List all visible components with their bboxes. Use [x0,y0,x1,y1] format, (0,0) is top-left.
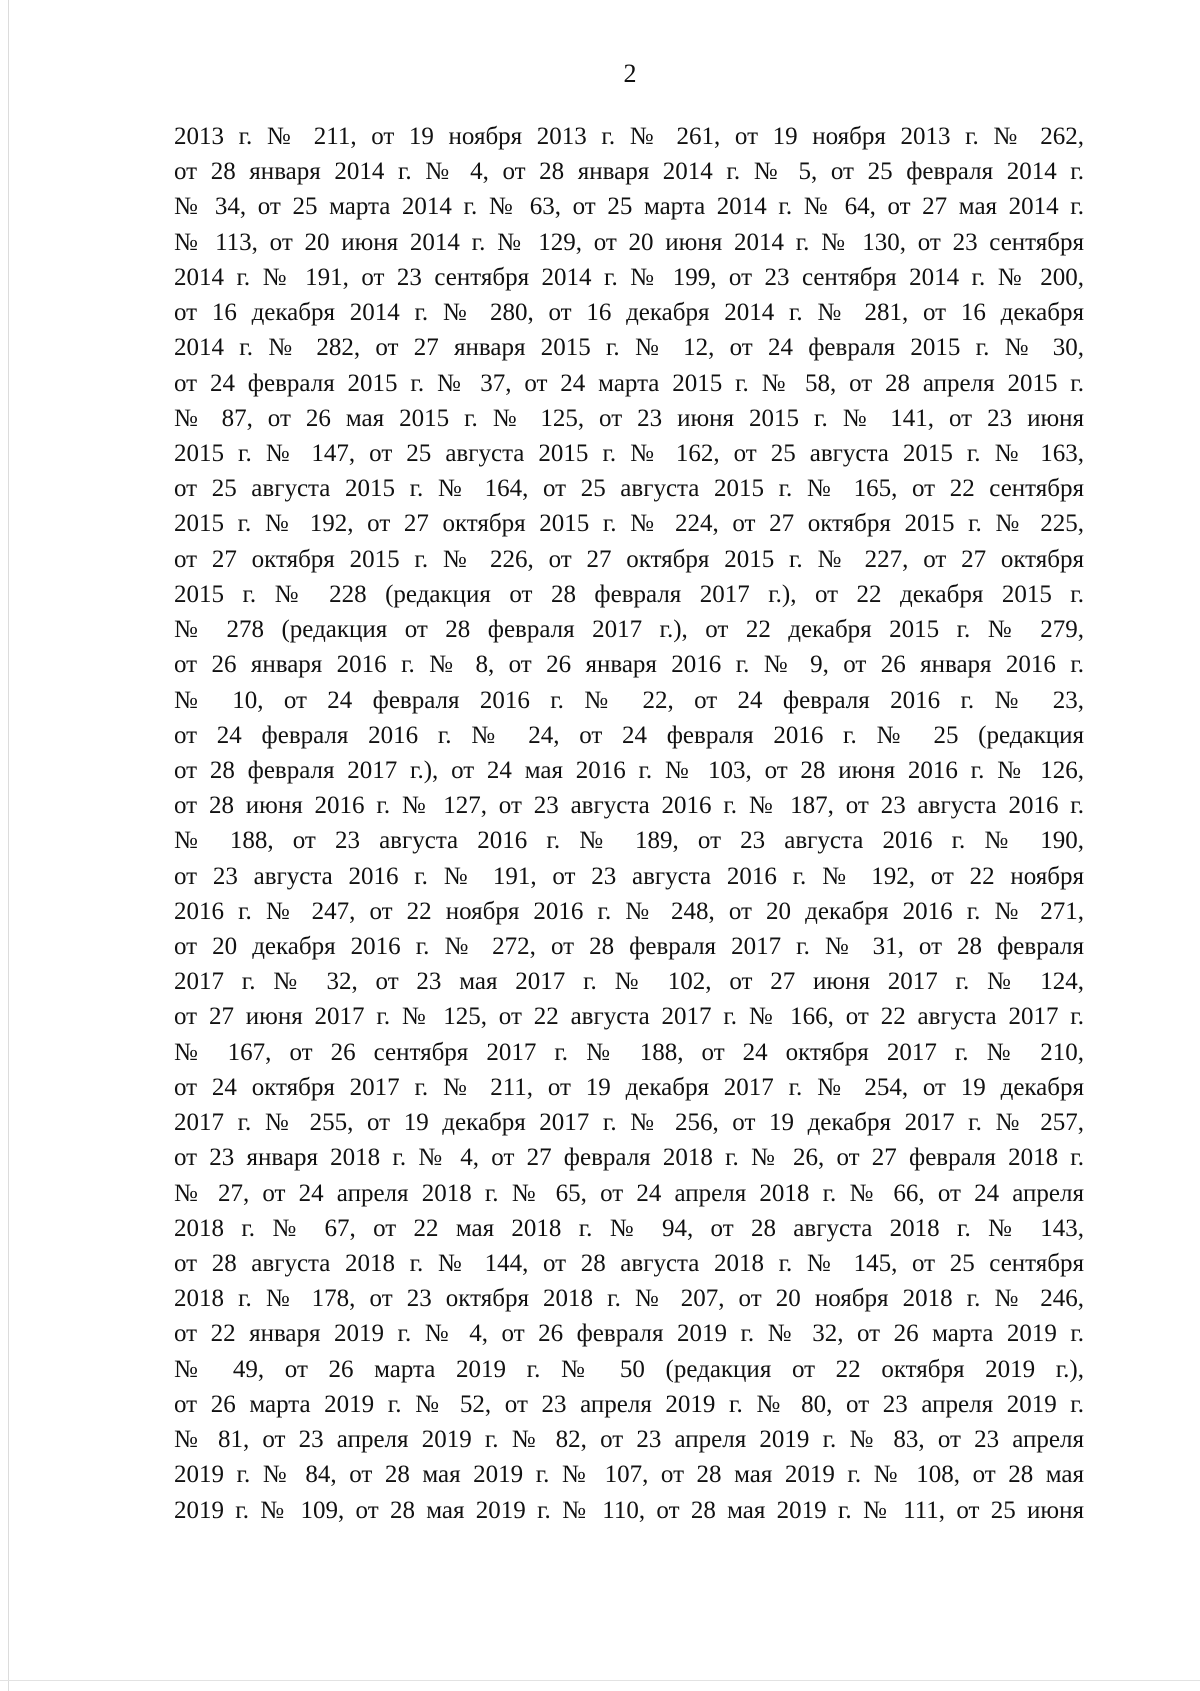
text-line: от 28 января 2014 г. № 4, от 28 января 2014 г. № 5, от 25 февраля 2014 г. [174,158,1084,186]
text-line: 2017 г. № 32, от 23 мая 2017 г. № 102, от 27 июня 2017 г. № 124, [174,968,1084,996]
text-line: 2014 г. № 191, от 23 сентября 2014 г. № 199, от 23 сентября 2014 г. № 200, [174,263,1084,291]
text-line: от 22 января 2019 г. № 4, от 26 февраля 2019 г. № 32, от 26 марта 2019 г. [174,1320,1084,1348]
text-line: от 24 февраля 2015 г. № 37, от 24 марта 2015 г. № 58, от 28 апреля 2015 г. [174,369,1084,397]
scan-edge-bottom [0,1680,1200,1681]
text-line: 2014 г. № 282, от 27 января 2015 г. № 12, от 24 февраля 2015 г. № 30, [174,334,1084,362]
text-line: от 28 августа 2018 г. № 144, от 28 августа 2018 г. № 145, от 25 сентября [174,1250,1084,1277]
text-line: 2013 г. № 211, от 19 ноября 2013 г. № 261, от 19 ноября 2013 г. № 262, [174,123,1084,150]
text-line: от 27 июня 2017 г. № 125, от 22 августа 2017 г. № 166, от 22 августа 2017 г. [174,1003,1084,1031]
text-line: 2019 г. № 109, от 28 мая 2019 г. № 110, от 28 мая 2019 г. № 111, от 25 июня [174,1496,1084,1524]
text-line: от 26 января 2016 г. № 8, от 26 января 2016 г. № 9, от 26 января 2016 г. [174,651,1084,679]
body-text [174,119,1084,1528]
text-line: 2015 г. № 228 (редакция от 28 февраля 2017 г.), от 22 декабря 2015 г. [174,580,1084,608]
text-line: 2018 г. № 178, от 23 октября 2018 г. № 207, от 20 ноября 2018 г. № 246, [174,1285,1084,1313]
page-number: 2 [623,59,637,88]
text-line: от 20 декабря 2016 г. № 272, от 28 февраля 2017 г. № 31, от 28 февраля [174,933,1084,961]
text-line: от 27 октября 2015 г. № 226, от 27 октября 2015 г. № 227, от 27 октября [174,545,1084,573]
text-line: от 28 февраля 2017 г.), от 24 мая 2016 г. № 103, от 28 июня 2016 г. № 126, [174,756,1084,784]
text-line: от 26 марта 2019 г. № 52, от 23 апреля 2019 г. № 80, от 23 апреля 2019 г. [174,1390,1084,1418]
text-line: № 27, от 24 апреля 2018 г. № 65, от 24 апреля 2018 г. № 66, от 24 апреля [174,1179,1084,1207]
text-line: 2016 г. № 247, от 22 ноября 2016 г. № 248, от 20 декабря 2016 г. № 271, [174,897,1084,925]
text-line: 2017 г. № 255, от 19 декабря 2017 г. № 256, от 19 декабря 2017 г. № 257, [174,1109,1084,1137]
text-line: от 16 декабря 2014 г. № 280, от 16 декабря 2014 г. № 281, от 16 декабря [174,299,1084,327]
text-line: № 113, от 20 июня 2014 г. № 129, от 20 июня 2014 г. № 130, от 23 сентября [174,228,1084,256]
text-line: 2015 г. № 192, от 27 октября 2015 г. № 224, от 27 октября 2015 г. № 225, [174,510,1084,538]
text-line: от 23 января 2018 г. № 4, от 27 февраля 2018 г. № 26, от 27 февраля 2018 г. [174,1144,1084,1172]
text-line: № 49, от 26 марта 2019 г. № 50 (редакция от 22 октября 2019 г.), [174,1355,1084,1383]
text-line: 2019 г. № 84, от 28 мая 2019 г. № 107, от 28 мая 2019 г. № 108, от 28 мая [174,1461,1084,1489]
text-line: № 87, от 26 мая 2015 г. № 125, от 23 июня 2015 г. № 141, от 23 июня [174,404,1084,432]
text-line: № 167, от 26 сентября 2017 г. № 188, от 24 октября 2017 г. № 210, [174,1038,1084,1066]
text-line: от 23 августа 2016 г. № 191, от 23 августа 2016 г. № 192, от 22 ноября [174,862,1084,890]
text-line: № 81, от 23 апреля 2019 г. № 82, от 23 апреля 2019 г. № 83, от 23 апреля [174,1426,1084,1454]
text-line: 2015 г. № 147, от 25 августа 2015 г. № 162, от 25 августа 2015 г. № 163, [174,439,1084,467]
text-line: от 24 октября 2017 г. № 211, от 19 декабря 2017 г. № 254, от 19 декабря [174,1073,1084,1101]
text-line: от 28 июня 2016 г. № 127, от 23 августа 2016 г. № 187, от 23 августа 2016 г. [174,792,1084,820]
text-line: № 10, от 24 февраля 2016 г. № 22, от 24 февраля 2016 г. № 23, [174,686,1084,714]
scan-edge-left [8,0,9,1691]
text-line: от 25 августа 2015 г. № 164, от 25 августа 2015 г. № 165, от 22 сентября [174,475,1084,503]
text-line: 2018 г. № 67, от 22 мая 2018 г. № 94, от 28 августа 2018 г. № 143, [174,1214,1084,1242]
text-line: № 188, от 23 августа 2016 г. № 189, от 23 августа 2016 г. № 190, [174,827,1084,855]
text-line: № 34, от 25 марта 2014 г. № 63, от 25 марта 2014 г. № 64, от 27 мая 2014 г. [174,193,1084,221]
text-line: № 278 (редакция от 28 февраля 2017 г.), от 22 декабря 2015 г. № 279, [174,616,1084,644]
text-line: от 24 февраля 2016 г. № 24, от 24 февраля 2016 г. № 25 (редакция [174,721,1084,749]
